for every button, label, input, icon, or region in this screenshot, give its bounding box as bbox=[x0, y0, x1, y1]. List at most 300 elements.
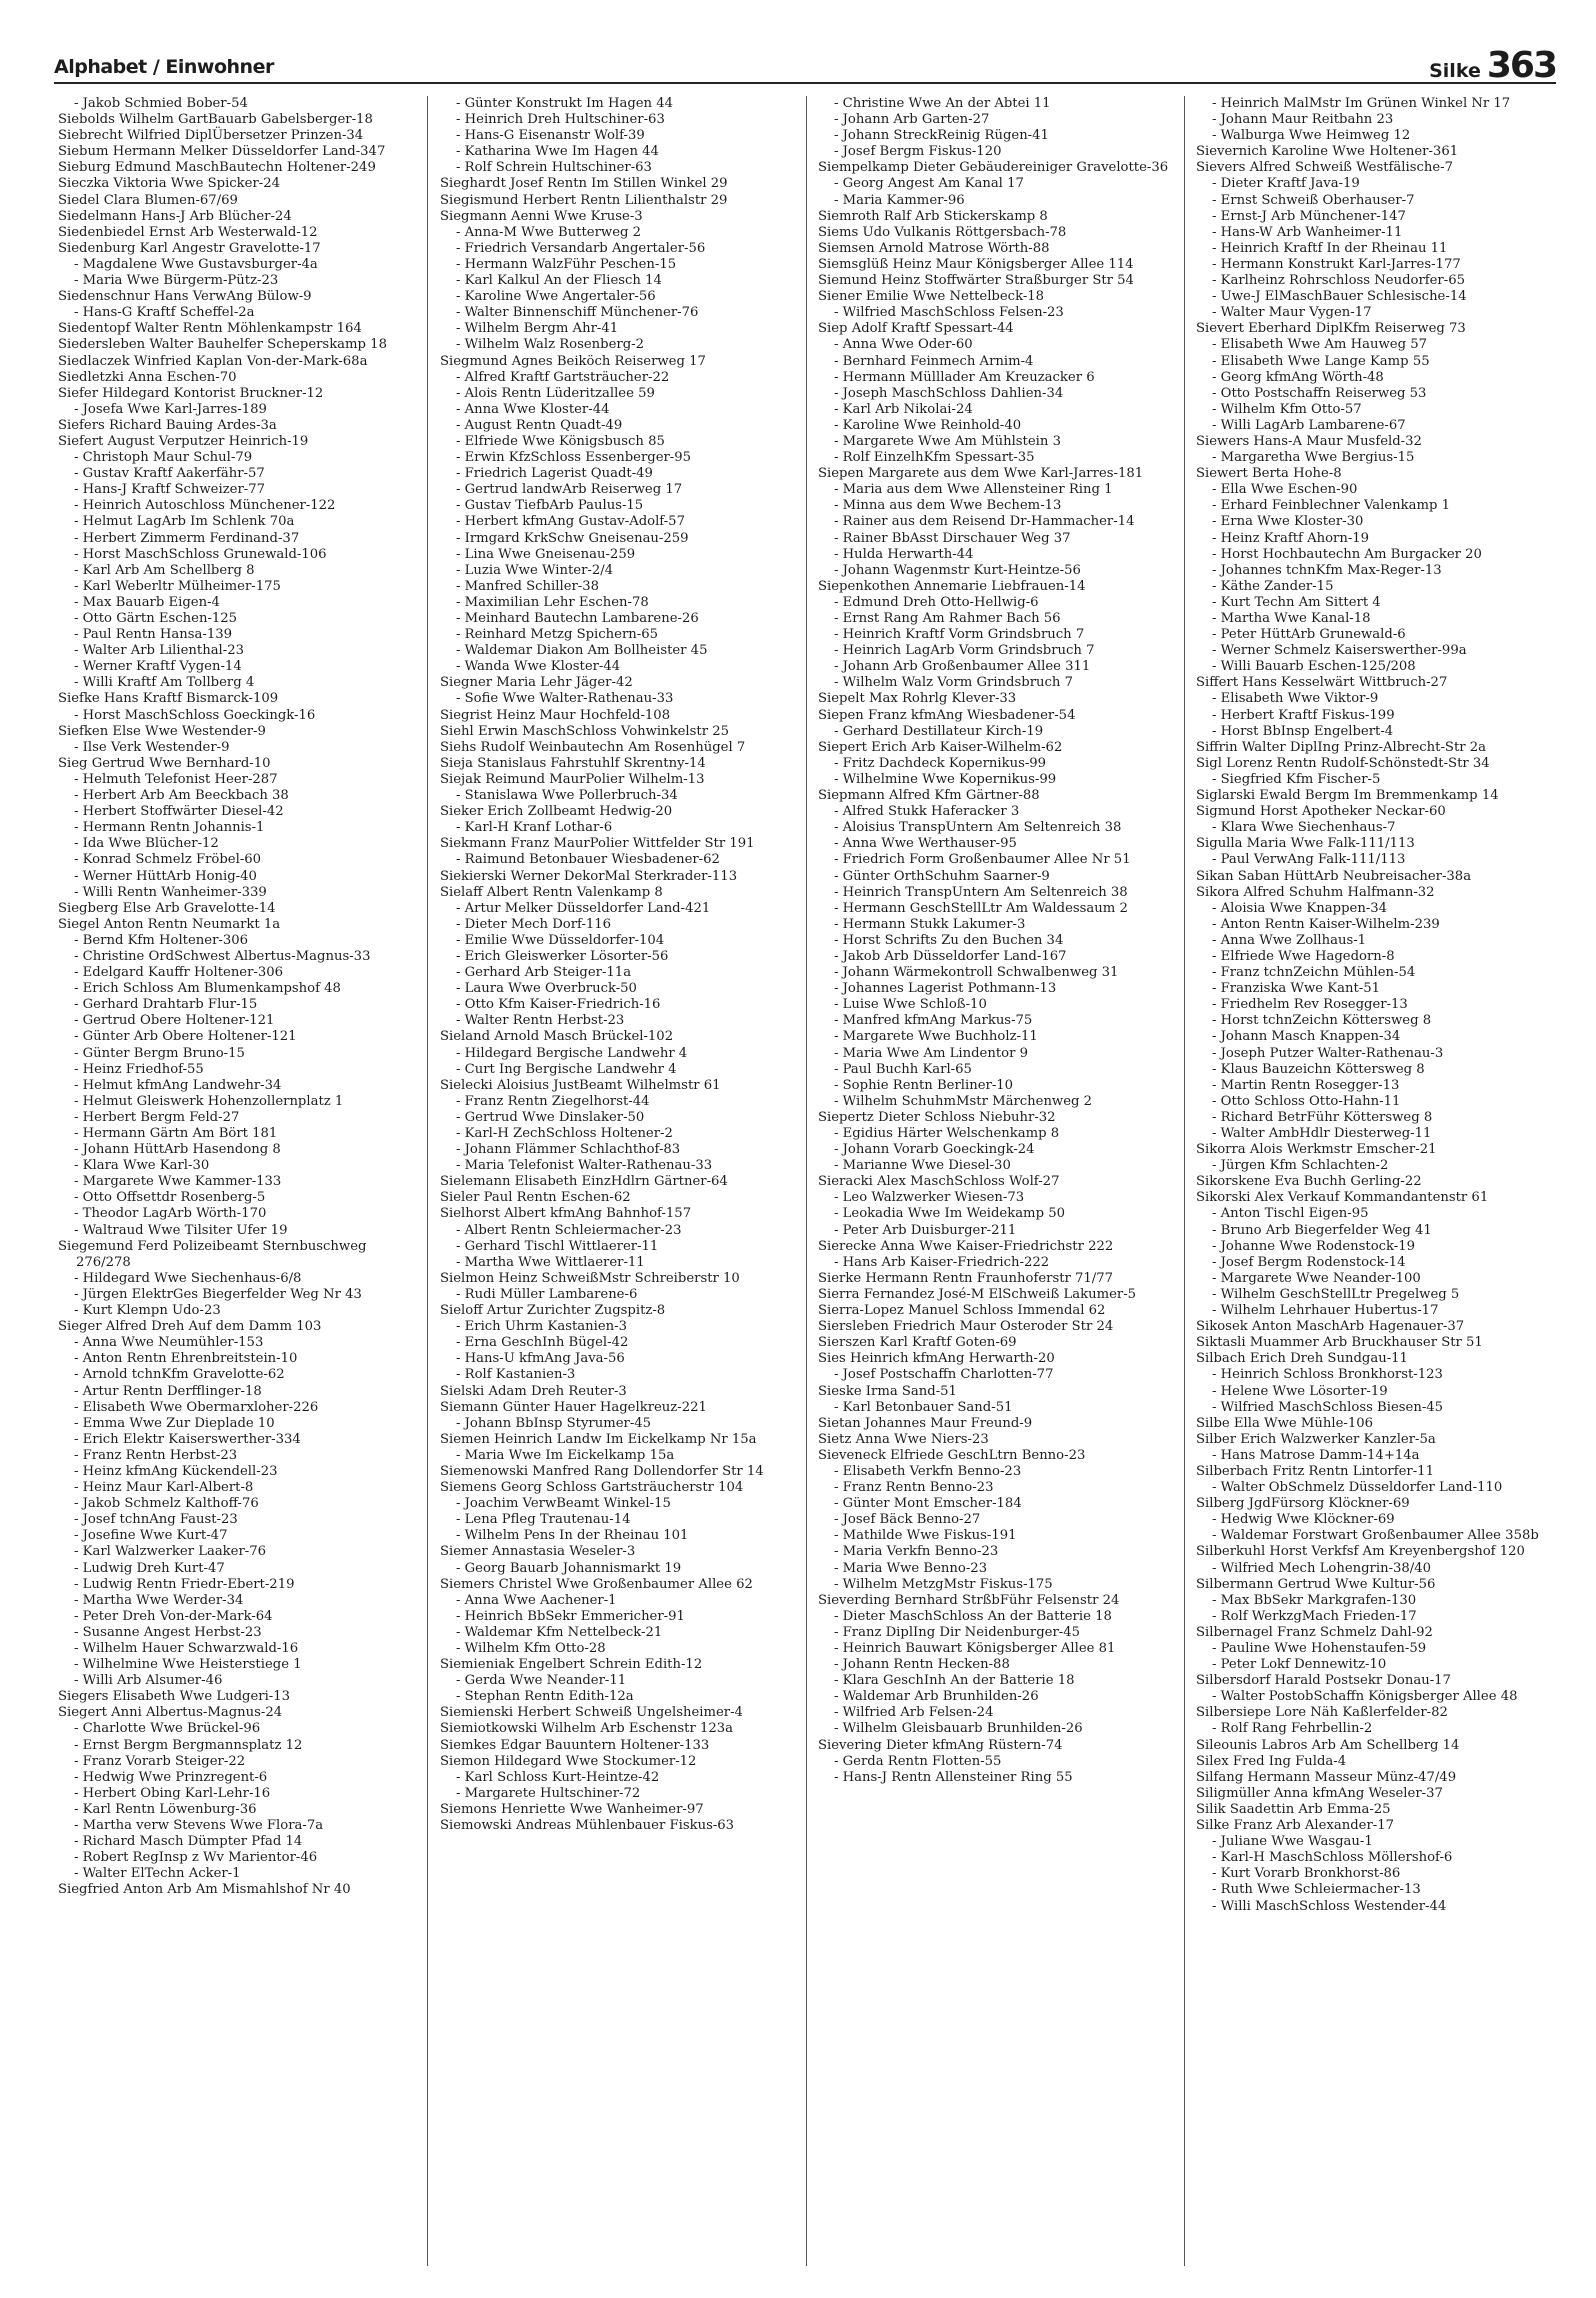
directory-entry: - Josef Postschaffn Charlotten-77 bbox=[834, 1367, 1054, 1383]
directory-entry: Siegrist Heinz Maur Hochfeld-108 bbox=[440, 707, 671, 723]
directory-entry: - Wilhelm Kfm Otto-28 bbox=[456, 1641, 606, 1656]
directory-entry: - Günter Arb Obere Holtener-121 bbox=[74, 1029, 297, 1045]
directory-entry: - Franz tchnZeichn Mühlen-54 bbox=[1212, 965, 1416, 981]
directory-entry: - Helmut LagArb Im Schlenk 70a bbox=[74, 514, 295, 530]
directory-entry: Sieghardt Josef Rentn Im Stillen Winkel 29 bbox=[440, 176, 728, 192]
directory-entry: Siegers Elisabeth Wwe Ludgeri-13 bbox=[58, 1689, 291, 1705]
directory-entry: - Willi Rentn Wanheimer-339 bbox=[74, 884, 267, 900]
directory-entry: Siemer Annastasia Weseler-3 bbox=[440, 1544, 636, 1560]
directory-entry: Siebum Hermann Melker Düsseldorfer Land-347 bbox=[58, 144, 386, 160]
directory-entry: - Charlotte Wwe Brückel-96 bbox=[74, 1721, 261, 1737]
directory-entry: - Arnold tchnKfm Gravelotte-62 bbox=[74, 1367, 285, 1383]
directory-entry: - Käthe Zander-15 bbox=[1212, 578, 1334, 594]
directory-entry: - Hans-W Arb Wanheimer-11 bbox=[1212, 224, 1403, 240]
directory-entry: - Werner Schmelz Kaiserswerther-99a bbox=[1212, 643, 1467, 659]
directory-entry: - Walter Rentn Herbst-23 bbox=[456, 1013, 625, 1029]
directory-entry: - Karl Schloss Kurt-Heintze-42 bbox=[456, 1769, 660, 1785]
directory-entry: Sieburg Edmund MaschBautechn Holtener-249 bbox=[58, 160, 376, 176]
directory-entry: - Karl Arb Am Schellberg 8 bbox=[74, 562, 255, 578]
directory-entry: - Anna Wwe Werthauser-95 bbox=[834, 836, 1017, 852]
directory-entry: Siedentopf Walter Rentn Möhlenkampstr 164 bbox=[58, 321, 362, 337]
directory-entry: Silbach Erich Dreh Sundgau-11 bbox=[1196, 1351, 1408, 1367]
directory-entry: - Horst tchnZeichn Köttersweg 8 bbox=[1212, 1013, 1432, 1029]
directory-entry: Sikorskene Eva Buchh Gerling-22 bbox=[1196, 1174, 1422, 1190]
directory-entry: - Ernst-J Arb Münchener-147 bbox=[1212, 208, 1406, 224]
directory-entry: - Friedrich Versandarb Angertaler-56 bbox=[456, 240, 706, 256]
directory-entry: Siedelmann Hans-J Arb Blücher-24 bbox=[58, 208, 292, 224]
directory-entry: Sieker Erich Zollbeamt Hedwig-20 bbox=[440, 804, 673, 820]
directory-entry: - Hans Arb Kaiser-Friedrich-222 bbox=[834, 1254, 1050, 1270]
directory-entry: - Wilhelm Hauer Schwarzwald-16 bbox=[74, 1641, 299, 1656]
directory-entry: - Anna Wwe Kloster-44 bbox=[456, 401, 610, 417]
directory-entry: - Martha Wwe Werder-34 bbox=[74, 1592, 244, 1608]
directory-entry: - Karoline Wwe Reinhold-40 bbox=[834, 417, 1022, 433]
directory-entry: - Hildegard Bergische Landwehr 4 bbox=[456, 1045, 688, 1061]
directory-entry: - Peter HüttArb Grunewald-6 bbox=[1212, 627, 1406, 643]
directory-entry: - Elisabeth Wwe Viktor-9 bbox=[1212, 691, 1379, 707]
directory-entry: - Wilhelm Walz Rosenberg-2 bbox=[456, 337, 645, 353]
directory-entry: - Walter Maur Vygen-17 bbox=[1212, 305, 1372, 321]
directory-entry: - Lena Pfleg Trautenau-14 bbox=[456, 1512, 631, 1528]
directory-entry: - Heinrich LagArb Vorm Grindsbruch 7 bbox=[834, 643, 1095, 659]
directory-entry: - Karl-H MaschSchloss Möllershof-6 bbox=[1212, 1850, 1453, 1866]
directory-entry: Sikan Saban HüttArb Neubreisacher-38a bbox=[1196, 868, 1472, 884]
directory-entry: - Johann Vorarb Goeckingk-24 bbox=[834, 1142, 1035, 1158]
directory-entry: - Egidius Härter Welschenkamp 8 bbox=[834, 1126, 1060, 1141]
directory-entry: - Hulda Herwarth-44 bbox=[834, 546, 974, 562]
directory-entry: - Herbert Arb Am Beeckbach 38 bbox=[74, 788, 289, 804]
directory-entry: Sievering Dieter kfmAng Rüstern-74 bbox=[818, 1737, 1063, 1753]
directory-entry: - Marianne Wwe Diesel-30 bbox=[834, 1158, 1011, 1174]
directory-entry: - Konrad Schmelz Fröbel-60 bbox=[74, 852, 262, 868]
directory-entry: - Franziska Wwe Kant-51 bbox=[1212, 981, 1381, 997]
directory-entry: Siefert August Verputzer Heinrich-19 bbox=[58, 433, 309, 449]
directory-entry: - Luise Wwe Schloß-10 bbox=[834, 997, 987, 1013]
directory-entry: - Jakob Arb Düsseldorfer Land-167 bbox=[834, 948, 1067, 964]
directory-entry: - Klara GeschInh An der Batterie 18 bbox=[834, 1673, 1075, 1689]
directory-entry: - Juliane Wwe Wasgau-1 bbox=[1212, 1834, 1373, 1850]
directory-entry: Siebrecht Wilfried DiplÜbersetzer Prinzen-34 bbox=[58, 128, 364, 144]
directory-entry: - Ella Wwe Eschen-90 bbox=[1212, 482, 1358, 498]
directory-entry: - Reinhard Metzg Spichern-65 bbox=[456, 627, 658, 643]
directory-entry: Sieske Irma Sand-51 bbox=[818, 1383, 957, 1399]
directory-entry: - Joachim VerwBeamt Winkel-15 bbox=[456, 1496, 671, 1512]
directory-entry: - Klara Wwe Siechenhaus-7 bbox=[1212, 820, 1396, 836]
directory-entry: Siefken Else Wwe Westender-9 bbox=[58, 723, 266, 739]
directory-entry: - Margarete Wwe Am Mühlstein 3 bbox=[834, 433, 1061, 449]
column-divider bbox=[806, 96, 807, 2266]
directory-entry: Siepertz Dieter Schloss Niebuhr-32 bbox=[818, 1109, 1056, 1125]
directory-entry: - Irmgard KrkSchw Gneisenau-259 bbox=[456, 530, 689, 546]
directory-entry: - Horst Schrifts Zu den Buchen 34 bbox=[834, 932, 1064, 948]
directory-entry: Siemens Georg Schloss Gartsträucherstr 104 bbox=[440, 1480, 744, 1496]
directory-entry: - Erich Uhrm Kastanien-3 bbox=[456, 1319, 627, 1335]
directory-entry: Siemieniak Engelbert Schrein Edith-12 bbox=[440, 1657, 703, 1673]
directory-entry: - Friedrich Lagerist Quadt-49 bbox=[456, 466, 653, 482]
directory-entry: - Richard Masch Dümpter Pfad 14 bbox=[74, 1834, 303, 1850]
directory-entry: Siedel Clara Blumen-67/69 bbox=[58, 192, 238, 208]
directory-entry: - Christine Wwe An der Abtei 11 bbox=[834, 96, 1051, 111]
directory-entry: - Horst Hochbautechn Am Burgacker 20 bbox=[1212, 546, 1482, 562]
directory-entry: - Gerhard Destillateur Kirch-19 bbox=[834, 723, 1044, 739]
directory-entry: - Gerda Wwe Neander-11 bbox=[456, 1673, 627, 1689]
page-number: 363 bbox=[1486, 45, 1556, 86]
directory-entry: - Karl Rentn Löwenburg-36 bbox=[74, 1801, 257, 1817]
directory-entry: - Maria Verkfn Benno-23 bbox=[834, 1544, 999, 1560]
directory-entry: Siemen Heinrich Landw Im Eickelkamp Nr 15a bbox=[440, 1431, 757, 1447]
directory-entry: - Manfred Schiller-38 bbox=[456, 578, 600, 594]
directory-entry: Siemers Christel Wwe Großenbaumer Allee 62 bbox=[440, 1576, 753, 1592]
directory-entry: - Hans-G Eisenanstr Wolf-39 bbox=[456, 128, 645, 144]
directory-entry: Sieger Alfred Dreh Auf dem Damm 103 bbox=[58, 1319, 322, 1335]
directory-entry: - Hermann Rentn Johannis-1 bbox=[74, 820, 265, 836]
directory-entry: - Willi MaschSchloss Westender-44 bbox=[1212, 1898, 1447, 1914]
directory-entry: - Dieter MaschSchloss An der Batterie 18 bbox=[834, 1608, 1112, 1624]
directory-entry: - Gustav TiefbArb Paulus-15 bbox=[456, 498, 644, 514]
directory-entry: - Anton Rentn Kaiser-Wilhelm-239 bbox=[1212, 916, 1440, 932]
directory-entry: Siedenburg Karl Angestr Gravelotte-17 bbox=[58, 240, 321, 256]
directory-entry: - Bruno Arb Biegerfelder Weg 41 bbox=[1212, 1222, 1432, 1238]
directory-entry: - Waldemar Forstwart Großenbaumer Allee 358b bbox=[1212, 1528, 1539, 1544]
directory-entry: - Leo Walzwerker Wiesen-73 bbox=[834, 1190, 1025, 1206]
directory-entry: Silberkuhl Horst Verkfsf Am Kreyenbergshof 120 bbox=[1196, 1544, 1525, 1560]
directory-entry: Silbernagel Franz Schmelz Dahl-92 bbox=[1196, 1624, 1433, 1640]
directory-entry: Sieracki Alex MaschSchloss Wolf-27 bbox=[818, 1174, 1060, 1190]
directory-entry: - Hans-U kfmAng Java-56 bbox=[456, 1351, 625, 1367]
directory-entry: - Walter Binnenschiff Münchener-76 bbox=[456, 305, 699, 321]
directory-entry: Sikorski Alex Verkauf Kommandantenstr 61 bbox=[1196, 1190, 1489, 1206]
directory-entry: - Karlheinz Rohrschloss Neudorfer-65 bbox=[1212, 273, 1465, 289]
directory-entry: - Wilhelm Kfm Otto-57 bbox=[1212, 401, 1362, 417]
directory-entry: - Maria Wwe Im Eickelkamp 15a bbox=[456, 1447, 675, 1463]
directory-entry: Sikosek Anton MaschArb Hagenauer-37 bbox=[1196, 1319, 1465, 1335]
section-title: Alphabet / Einwohner bbox=[54, 56, 274, 78]
directory-entry: - Karl-H Kranf Lothar-6 bbox=[456, 820, 613, 836]
directory-entry: - Horst MaschSchloss Goeckingk-16 bbox=[74, 707, 316, 723]
directory-entry: - Georg kfmAng Wörth-48 bbox=[1212, 369, 1384, 385]
directory-entry: - Johann Flämmer Schlachthof-83 bbox=[456, 1142, 681, 1158]
directory-entry: - Hans Matrose Damm-14+14a bbox=[1212, 1447, 1420, 1463]
directory-entry: - Franz Rentn Benno-23 bbox=[834, 1480, 994, 1496]
directory-entry: - Otto Offsettdr Rosenberg-5 bbox=[74, 1190, 266, 1206]
directory-entry: - Günter Mont Emscher-184 bbox=[834, 1496, 1022, 1512]
directory-entry: - Walter ObSchmelz Düsseldorfer Land-110 bbox=[1212, 1480, 1503, 1496]
directory-entry: Siemiotkowski Wilhelm Arb Eschenstr 123a bbox=[440, 1721, 734, 1737]
directory-entry: - Willi LagArb Lambarene-67 bbox=[1212, 417, 1406, 433]
directory-entry: - Hedwig Wwe Prinzregent-6 bbox=[74, 1769, 268, 1785]
directory-entry: Sigmund Horst Apotheker Neckar-60 bbox=[1196, 804, 1446, 820]
directory-entry: Sieczka Viktoria Wwe Spicker-24 bbox=[58, 176, 281, 192]
directory-entry: - Gerhard Drahtarb Flur-15 bbox=[74, 997, 258, 1013]
directory-entry: Siemkes Edgar Bauuntern Holtener-133 bbox=[440, 1737, 710, 1753]
directory-entry: - Otto Kfm Kaiser-Friedrich-16 bbox=[456, 997, 661, 1013]
directory-entry: - Franz Vorarb Steiger-22 bbox=[74, 1753, 246, 1769]
directory-entry: - Dieter Kraftf Java-19 bbox=[1212, 176, 1360, 192]
directory-entry: Siewers Hans-A Maur Musfeld-32 bbox=[1196, 433, 1422, 449]
directory-entry: - Magdalene Wwe Gustavsburger-4a bbox=[74, 256, 318, 272]
directory-entry: - Gertrud Wwe Dinslaker-50 bbox=[456, 1109, 645, 1125]
directory-entry: Siktasli Muammer Arb Bruckhauser Str 51 bbox=[1196, 1335, 1483, 1351]
page-marker bbox=[1429, 45, 1556, 86]
directory-entry: - Peter Arb Duisburger-211 bbox=[834, 1222, 1017, 1238]
directory-entry: - Uwe-J ElMaschBauer Schlesische-14 bbox=[1212, 289, 1467, 305]
directory-entry: - Horst MaschSchloss Grunewald-106 bbox=[74, 546, 327, 562]
directory-entry: - Hermann Gärtn Am Bört 181 bbox=[74, 1126, 278, 1141]
directory-entry: Siehl Erwin MaschSchloss Vohwinkelstr 25 bbox=[440, 723, 729, 739]
directory-entry: - Friedrich Form Großenbaumer Allee Nr 51 bbox=[834, 852, 1131, 868]
directory-entry: - Stephan Rentn Edith-12a bbox=[456, 1689, 634, 1705]
directory-entry: - Martha Wwe Wittlaerer-11 bbox=[456, 1254, 645, 1270]
directory-entry: Siemsglüß Heinz Maur Königsberger Allee 114 bbox=[818, 256, 1134, 272]
directory-entry: Sieloff Artur Zurichter Zugspitz-8 bbox=[440, 1303, 666, 1319]
directory-entry: - Karl Betonbauer Sand-51 bbox=[834, 1399, 1013, 1415]
directory-entry: Siegmund Agnes Beiköch Reiserweg 17 bbox=[440, 353, 706, 369]
directory-entry: - Anton Rentn Ehrenbreitstein-10 bbox=[74, 1351, 298, 1367]
directory-entry: - Hans-G Kraftf Scheffel-2a bbox=[74, 305, 255, 321]
directory-entry: - Heinz Kraftf Ahorn-19 bbox=[1212, 530, 1370, 546]
directory-entry: - Hildegard Wwe Siechenhaus-6/8 bbox=[74, 1270, 302, 1286]
directory-entry: - Walter ElTechn Acker-1 bbox=[74, 1866, 241, 1882]
directory-entry: Silfang Hermann Masseur Münz-47/49 bbox=[1196, 1769, 1457, 1785]
directory-entry: - Josef Bergm Fiskus-120 bbox=[834, 144, 1002, 160]
directory-entry: - Wilfried MaschSchloss Felsen-23 bbox=[834, 305, 1064, 321]
directory-entry: - Günter OrthSchuhm Saarner-9 bbox=[834, 868, 1050, 884]
directory-entry: - Waldemar Diakon Am Bollheister 45 bbox=[456, 643, 708, 659]
directory-entry: - Rolf WerkzgMach Frieden-17 bbox=[1212, 1608, 1417, 1624]
directory-entry: - Maria Wwe Benno-23 bbox=[834, 1560, 988, 1576]
directory-entry: Sies Heinrich kfmAng Herwarth-20 bbox=[818, 1351, 1055, 1367]
directory-entry: - Jürgen ElektrGes Biegerfelder Weg Nr 43 bbox=[74, 1286, 362, 1302]
directory-entry: Sievernich Karoline Wwe Holtener-361 bbox=[1196, 144, 1459, 160]
directory-entry: - Walter AmbHdlr Diesterweg-11 bbox=[1212, 1126, 1432, 1141]
directory-entry: - Maria aus dem Wwe Allensteiner Ring 1 bbox=[834, 482, 1113, 498]
directory-entry: - Joseph MaschSchloss Dahlien-34 bbox=[834, 385, 1064, 401]
directory-entry: Sietan Johannes Maur Freund-9 bbox=[818, 1415, 1033, 1431]
directory-entry: - Max BbSekr Markgrafen-130 bbox=[1212, 1592, 1417, 1608]
directory-entry: - Rainer BbAsst Dirschauer Weg 37 bbox=[834, 530, 1071, 546]
directory-entry: Siemons Henriette Wwe Wanheimer-97 bbox=[440, 1801, 704, 1817]
directory-entry: - Helene Wwe Lösorter-19 bbox=[1212, 1383, 1388, 1399]
directory-entry: Siedenschnur Hans VerwAng Bülow-9 bbox=[58, 289, 312, 305]
directory-entry: - Herbert Zimmerm Ferdinand-37 bbox=[74, 530, 300, 546]
running-head-word: Silke bbox=[1429, 60, 1481, 82]
directory-entry: Siepenkothen Annemarie Liebfrauen-14 bbox=[818, 578, 1086, 594]
directory-entry: - Sophie Rentn Berliner-10 bbox=[834, 1077, 1014, 1093]
directory-entry: Sierke Hermann Rentn Fraunhoferstr 71/77 bbox=[818, 1270, 1114, 1286]
directory-entry: - Gertrud Obere Holtener-121 bbox=[74, 1013, 275, 1029]
directory-entry: - Anna Wwe Neumühler-153 bbox=[74, 1335, 264, 1351]
directory-entry: Siedlaczek Winfried Kaplan Von-der-Mark-68a bbox=[58, 353, 368, 369]
directory-entry: - Erich Gleiswerker Lösorter-56 bbox=[456, 948, 669, 964]
directory-entry: - Johann HüttArb Hasendong 8 bbox=[74, 1142, 281, 1158]
directory-entry: - Mathilde Wwe Fiskus-191 bbox=[834, 1528, 1017, 1544]
directory-entry: - Gertrud landwArb Reiserweg 17 bbox=[456, 482, 683, 498]
directory-entry: - Emma Wwe Zur Dieplade 10 bbox=[74, 1415, 275, 1431]
directory-entry: - Maria Wwe Bürgerm-Pütz-23 bbox=[74, 273, 279, 289]
directory-column-3 bbox=[818, 96, 1170, 1786]
directory-entry: - Heinz Maur Karl-Albert-8 bbox=[74, 1480, 254, 1496]
directory-entry: Sieg Gertrud Wwe Bernhard-10 bbox=[58, 755, 271, 771]
directory-entry: - Herbert kfmAng Gustav-Adolf-57 bbox=[456, 514, 685, 530]
directory-entry: - Ida Wwe Blücher-12 bbox=[74, 836, 219, 852]
directory-entry: Sielmon Heinz SchweißMstr Schreiberstr 10 bbox=[440, 1270, 740, 1286]
directory-entry: - Heinrich Kraftf In der Rheinau 11 bbox=[1212, 240, 1448, 256]
directory-entry: - Helmut Gleiswerk Hohenzollernplatz 1 bbox=[74, 1093, 344, 1109]
directory-entry: - Anna Wwe Oder-60 bbox=[834, 337, 973, 353]
column-divider bbox=[427, 96, 428, 2266]
directory-entry: - Elisabeth Wwe Lange Kamp 55 bbox=[1212, 353, 1430, 369]
directory-entry: Siersleben Friedrich Maur Osteroder Str 24 bbox=[818, 1319, 1114, 1335]
directory-entry: - Walter Arb Lilienthal-23 bbox=[74, 643, 245, 659]
directory-entry: - Johann Arb Garten-27 bbox=[834, 112, 990, 128]
directory-entry: - Friedhelm Rev Rosegger-13 bbox=[1212, 997, 1408, 1013]
directory-entry: Siegel Anton Rentn Neumarkt 1a bbox=[58, 916, 281, 932]
directory-entry: - Edelgard Kauffr Holtener-306 bbox=[74, 965, 284, 981]
directory-entry: - Gerhard Arb Steiger-11a bbox=[456, 965, 632, 981]
directory-entry: - Elisabeth Wwe Obermarxloher-226 bbox=[74, 1399, 319, 1415]
directory-entry: - Wilhelm Walz Vorm Grindsbruch 7 bbox=[834, 675, 1073, 691]
directory-entry: - Ernst Schweiß Oberhauser-7 bbox=[1212, 192, 1415, 208]
directory-entry: - Joseph Putzer Walter-Rathenau-3 bbox=[1212, 1045, 1444, 1061]
directory-entry: Siemund Heinz Stoffwärter Straßburger Str 54 bbox=[818, 273, 1134, 289]
directory-entry: Siegfried Anton Arb Am Mismahlshof Nr 40 bbox=[58, 1882, 351, 1898]
directory-entry: Siekmann Franz MaurPolier Wittfelder Str 191 bbox=[440, 836, 755, 852]
directory-entry: - Ludwig Rentn Friedr-Ebert-219 bbox=[74, 1576, 295, 1592]
directory-entry: - Gustav Kraftf Aakerfähr-57 bbox=[74, 466, 265, 482]
directory-entry: - August Rentn Quadt-49 bbox=[456, 417, 623, 433]
directory-entry: - Ruth Wwe Schleiermacher-13 bbox=[1212, 1882, 1421, 1898]
directory-entry: - Erich Elektr Kaiserswerther-334 bbox=[74, 1431, 301, 1447]
directory-entry: Siegert Anni Albertus-Magnus-24 bbox=[58, 1705, 283, 1721]
directory-entry: - Heinrich MalMstr Im Grünen Winkel Nr 17 bbox=[1212, 96, 1511, 111]
directory-entry: Siffrin Walter DiplIng Prinz-Albrecht-Str 2a bbox=[1196, 739, 1487, 755]
directory-entry: - Johann Masch Knappen-34 bbox=[1212, 1029, 1401, 1045]
directory-entry: - Johanne Wwe Rodenstock-19 bbox=[1212, 1238, 1416, 1254]
directory-entry: - Rolf Rang Fehrbellin-2 bbox=[1212, 1721, 1373, 1737]
directory-entry: - Peter Dreh Von-der-Mark-64 bbox=[74, 1608, 273, 1624]
directory-entry: - Christine OrdSchwest Albertus-Magnus-33 bbox=[74, 948, 371, 964]
directory-entry: - Horst BbInsp Engelbert-4 bbox=[1212, 723, 1394, 739]
page-header bbox=[54, 44, 1556, 84]
directory-entry: - Hermann Stukk Lakumer-3 bbox=[834, 916, 1026, 932]
directory-entry: Siekierski Werner DekorMal Sterkrader-113 bbox=[440, 868, 738, 884]
directory-entry: - Artur Rentn Derfflinger-18 bbox=[74, 1383, 262, 1399]
directory-entry: - Heinrich Bauwart Königsberger Allee 81 bbox=[834, 1641, 1116, 1656]
directory-entry: - Wilfried Mech Lohengrin-38/40 bbox=[1212, 1560, 1432, 1576]
directory-entry: - Josef Bäck Benno-27 bbox=[834, 1512, 981, 1528]
directory-entry: Siegismund Herbert Rentn Lilienthalstr 29 bbox=[440, 192, 728, 208]
directory-entry: - Johann Rentn Hecken-88 bbox=[834, 1657, 1010, 1673]
directory-entry: - Richard BetrFühr Köttersweg 8 bbox=[1212, 1109, 1433, 1125]
directory-entry: - Ernst Bergm Bergmannsplatz 12 bbox=[74, 1737, 303, 1753]
directory-entry: - Maria Telefonist Walter-Rathenau-33 bbox=[456, 1158, 713, 1174]
directory-entry: - Elisabeth Verkfn Benno-23 bbox=[834, 1463, 1022, 1479]
directory-entry: - Walburga Wwe Heimweg 12 bbox=[1212, 128, 1411, 144]
directory-entry: - Herbert Kraftf Fiskus-199 bbox=[1212, 707, 1395, 723]
directory-entry: - Maria Kammer-96 bbox=[834, 192, 965, 208]
directory-entry: - Franz Rentn Ziegelhorst-44 bbox=[456, 1093, 650, 1109]
directory-entry: Siehs Rudolf Weinbautechn Am Rosenhügel 7 bbox=[440, 739, 746, 755]
directory-entry: - Peter Lokf Dennewitz-10 bbox=[1212, 1657, 1387, 1673]
directory-entry: - Stanislawa Wwe Pollerbruch-34 bbox=[456, 788, 678, 804]
directory-entry: - Wilhelm SchuhmMstr Märchenweg 2 bbox=[834, 1093, 1093, 1109]
directory-entry: Siegner Maria Lehr Jäger-42 bbox=[440, 675, 633, 691]
directory-entry: - Paul Buchh Karl-65 bbox=[834, 1061, 972, 1077]
directory-entry: - Erna Wwe Kloster-30 bbox=[1212, 514, 1364, 530]
directory-entry: - Wilhelm Lehrhauer Hubertus-17 bbox=[1212, 1303, 1439, 1319]
directory-entry: - Aloisia Wwe Knappen-34 bbox=[1212, 900, 1388, 916]
directory-entry: - Paul Rentn Hansa-139 bbox=[74, 627, 233, 643]
directory-entry: - Willi Bauarb Eschen-125/208 bbox=[1212, 659, 1416, 675]
directory-entry: - Luzia Wwe Winter-2/4 bbox=[456, 562, 614, 578]
directory-entry: Siep Adolf Kraftf Spessart-44 bbox=[818, 321, 1014, 337]
directory-entry: - Leokadia Wwe Im Weidekamp 50 bbox=[834, 1206, 1065, 1222]
directory-entry: - Minna aus dem Wwe Bechem-13 bbox=[834, 498, 1062, 514]
directory-entry: - Herbert Obing Karl-Lehr-16 bbox=[74, 1785, 271, 1801]
directory-entry: - Jürgen Kfm Schlachten-2 bbox=[1212, 1158, 1389, 1174]
directory-entry: - Karl-H ZechSchloss Holtener-2 bbox=[456, 1126, 673, 1141]
directory-entry: - Helmut kfmAng Landwehr-34 bbox=[74, 1077, 282, 1093]
directory-entry: Sielski Adam Dreh Reuter-3 bbox=[440, 1383, 627, 1399]
directory-entry: Siemsen Arnold Matrose Wörth-88 bbox=[818, 240, 1050, 256]
directory-entry: - Ilse Verk Westender-9 bbox=[74, 739, 230, 755]
directory-entry: Siemon Hildegard Wwe Stockumer-12 bbox=[440, 1753, 697, 1769]
directory-entry: - Heinrich Autoschloss Münchener-122 bbox=[74, 498, 336, 514]
directory-entry: - Heinz Friedhof-55 bbox=[74, 1061, 204, 1077]
directory-entry: - Edmund Dreh Otto-Hellwig-6 bbox=[834, 594, 1039, 610]
directory-entry: - Margarete Wwe Buchholz-11 bbox=[834, 1029, 1038, 1045]
directory-entry: Silbermann Gertrud Wwe Kultur-56 bbox=[1196, 1576, 1436, 1592]
directory-entry: - Lina Wwe Gneisenau-259 bbox=[456, 546, 636, 562]
directory-entry: - Kurt Klempn Udo-23 bbox=[74, 1303, 221, 1319]
directory-entry: - Heinz kfmAng Kückendell-23 bbox=[74, 1463, 278, 1479]
directory-entry: Siefer Hildegard Kontorist Bruckner-12 bbox=[58, 385, 324, 401]
directory-entry: - Otto Gärtn Eschen-125 bbox=[74, 611, 238, 626]
directory-entry: - Gerda Rentn Flotten-55 bbox=[834, 1753, 1002, 1769]
directory-entry: Siligmüller Anna kfmAng Weseler-37 bbox=[1196, 1785, 1443, 1801]
directory-entry: - Heinrich BbSekr Emmericher-91 bbox=[456, 1608, 685, 1624]
directory-entry: Sierecke Anna Wwe Kaiser-Friedrichstr 222 bbox=[818, 1238, 1114, 1254]
directory-entry: Siempelkamp Dieter Gebäudereiniger Gravelotte-36 bbox=[818, 160, 1169, 176]
directory-entry: - Siegfried Kfm Fischer-5 bbox=[1212, 771, 1381, 787]
directory-entry: - Johannes tchnKfm Max-Reger-13 bbox=[1212, 562, 1442, 578]
directory-entry: - Georg Bauarb Johannismarkt 19 bbox=[456, 1560, 682, 1576]
directory-entry: - Dieter Mech Dorf-116 bbox=[456, 916, 612, 932]
directory-entry: Sielecki Aloisius JustBeamt Wilhelmstr 61 bbox=[440, 1077, 721, 1093]
directory-entry: Siedletzki Anna Eschen-70 bbox=[58, 369, 237, 385]
directory-entry: Sierra Fernandez José-M ElSchweiß Lakumer-5 bbox=[818, 1286, 1137, 1302]
directory-entry: - Klara Wwe Karl-30 bbox=[74, 1158, 210, 1174]
directory-entry: - Günter Konstrukt Im Hagen 44 bbox=[456, 96, 674, 111]
directory-entry: - Rolf Kastanien-3 bbox=[456, 1367, 576, 1383]
directory-entry: - Wilhelm Bergm Ahr-41 bbox=[456, 321, 619, 337]
directory-entry: - Alfred Stukk Haferacker 3 bbox=[834, 804, 1020, 820]
directory-entry: Sigulla Maria Wwe Falk-111/113 bbox=[1196, 836, 1415, 852]
directory-entry: - Albert Rentn Schleiermacher-23 bbox=[456, 1222, 682, 1238]
directory-entry: - Max Bauarb Eigen-4 bbox=[74, 594, 220, 610]
directory-entry: - Robert RegInsp z Wv Marientor-46 bbox=[74, 1850, 318, 1866]
directory-entry: - Josef tchnAng Faust-23 bbox=[74, 1512, 238, 1528]
directory-entry: Siemowski Andreas Mühlenbauer Fiskus-63 bbox=[440, 1818, 735, 1834]
directory-entry: - Alois Rentn Lüderitzallee 59 bbox=[456, 385, 655, 401]
directory-entry: - Erna GeschInh Bügel-42 bbox=[456, 1335, 629, 1351]
directory-entry: Silber Erich Walzwerker Kanzler-5a bbox=[1196, 1431, 1436, 1447]
directory-entry: - Paul VerwAng Falk-111/113 bbox=[1212, 852, 1406, 868]
directory-entry: Siepen Franz kfmAng Wiesbadener-54 bbox=[818, 707, 1076, 723]
directory-entry: - Elfriede Wwe Hagedorn-8 bbox=[1212, 948, 1395, 964]
directory-entry: - Johann Maur Reitbahn 23 bbox=[1212, 112, 1394, 128]
directory-entry: Siems Udo Vulkanis Röttgersbach-78 bbox=[818, 224, 1067, 240]
